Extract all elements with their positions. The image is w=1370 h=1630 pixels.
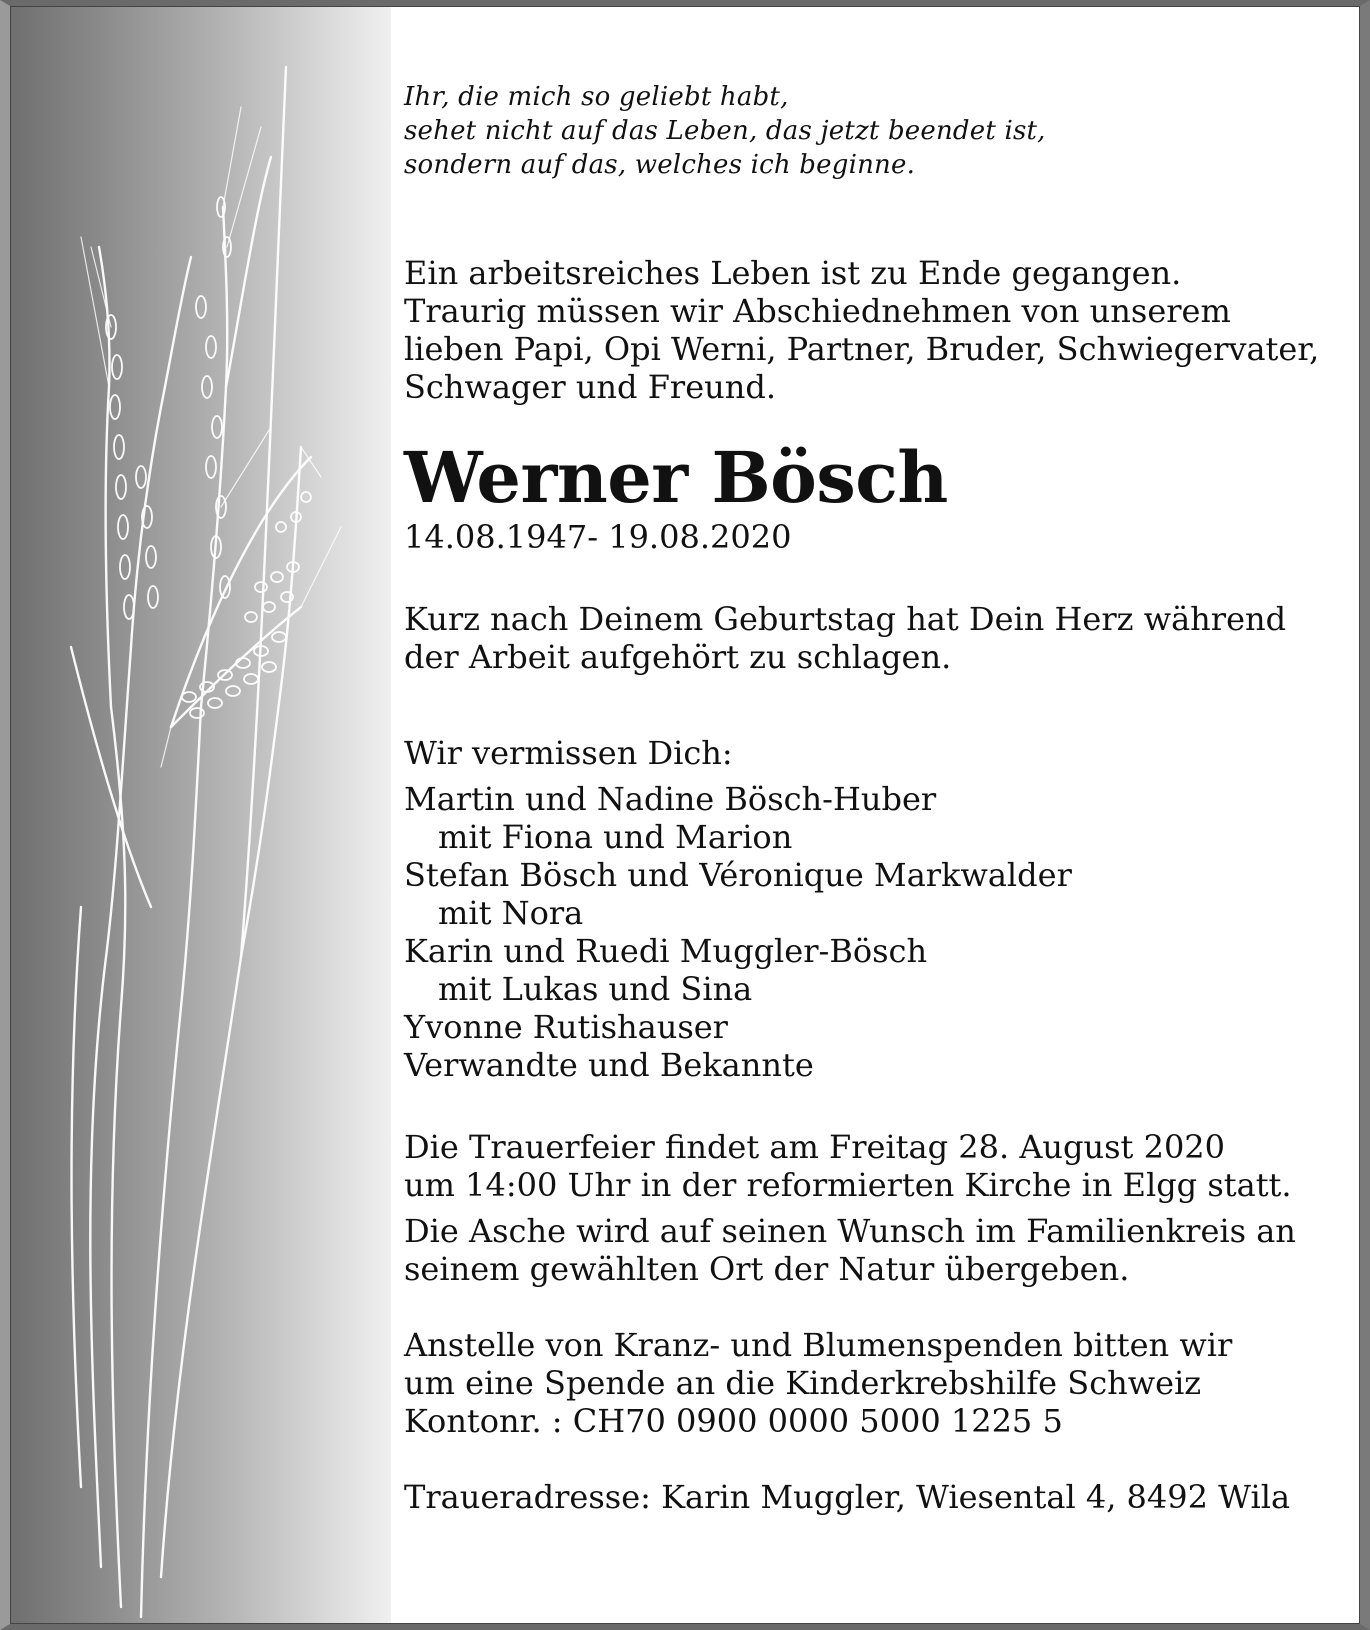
donation-line: um eine Spende an die Kinderkrebshilfe Schweiz bbox=[404, 1364, 1202, 1402]
donation-account: Kontonr. : CH70 0900 0000 5000 1225 5 bbox=[404, 1402, 1063, 1440]
message-paragraph bbox=[404, 600, 1354, 676]
mourners-list bbox=[404, 734, 1354, 1084]
mourner-entry: Martin und Nadine Bösch-Huber bbox=[404, 780, 937, 818]
life-dates: 14.08.1947- 19.08.2020 bbox=[404, 518, 792, 556]
intro-line: lieben Papi, Opi Werni, Partner, Bruder, Schwiegervater, bbox=[404, 330, 1320, 368]
deceased-name: Werner Bösch bbox=[404, 436, 948, 519]
mourner-entry: Yvonne Rutishauser bbox=[404, 1008, 728, 1046]
quote-line: sondern auf das, welches ich beginne. bbox=[404, 150, 916, 180]
wheat-panel bbox=[11, 7, 391, 1623]
intro-paragraph bbox=[404, 254, 1354, 406]
ashes-line: Die Asche wird auf seinen Wunsch im Familienkreis an bbox=[404, 1212, 1296, 1250]
quote-line: sehet nicht auf das Leben, das jetzt beendet ist, bbox=[404, 116, 1046, 146]
mourner-entry: mit Fiona und Marion bbox=[438, 818, 793, 856]
donation-paragraph bbox=[404, 1326, 1354, 1440]
mourner-entry: Stefan Bösch und Véronique Markwalder bbox=[404, 856, 1072, 894]
intro-line: Schwager und Freund. bbox=[404, 368, 776, 406]
obituary-content bbox=[404, 80, 1354, 1516]
ashes-paragraph bbox=[404, 1212, 1354, 1288]
message-line: der Arbeit aufgehört zu schlagen. bbox=[404, 638, 952, 676]
ceremony-line: um 14:00 Uhr in der reformierten Kirche in Elgg statt. bbox=[404, 1166, 1292, 1204]
ceremony-line: Die Trauerfeier findet am Freitag 28. August 2020 bbox=[404, 1128, 1226, 1166]
ashes-line: seinem gewählten Ort der Natur übergeben. bbox=[404, 1250, 1130, 1288]
quote-line: Ihr, die mich so geliebt habt, bbox=[404, 82, 789, 112]
mourner-entry: Karin und Ruedi Muggler-Bösch bbox=[404, 932, 928, 970]
intro-line: Ein arbeitsreiches Leben ist zu Ende gegangen. bbox=[404, 254, 1182, 292]
wheat-stalks-illustration bbox=[11, 7, 391, 1623]
mourner-entry: Verwandte und Bekannte bbox=[404, 1046, 814, 1084]
mourner-entry: mit Nora bbox=[438, 894, 584, 932]
intro-line: Traurig müssen wir Abschiednehmen von unserem bbox=[404, 292, 1231, 330]
message-line: Kurz nach Deinem Geburtstag hat Dein Herz während bbox=[404, 600, 1287, 638]
ceremony-paragraph bbox=[404, 1128, 1354, 1204]
mourning-address: Traueradresse: Karin Muggler, Wiesental 4, 8492 Wila bbox=[404, 1478, 1291, 1516]
memorial-quote bbox=[404, 80, 1354, 182]
mourners-heading: Wir vermissen Dich: bbox=[404, 734, 733, 772]
donation-line: Anstelle von Kranz- und Blumenspenden bitten wir bbox=[404, 1326, 1233, 1364]
mourner-entry: mit Lukas und Sina bbox=[438, 970, 753, 1008]
